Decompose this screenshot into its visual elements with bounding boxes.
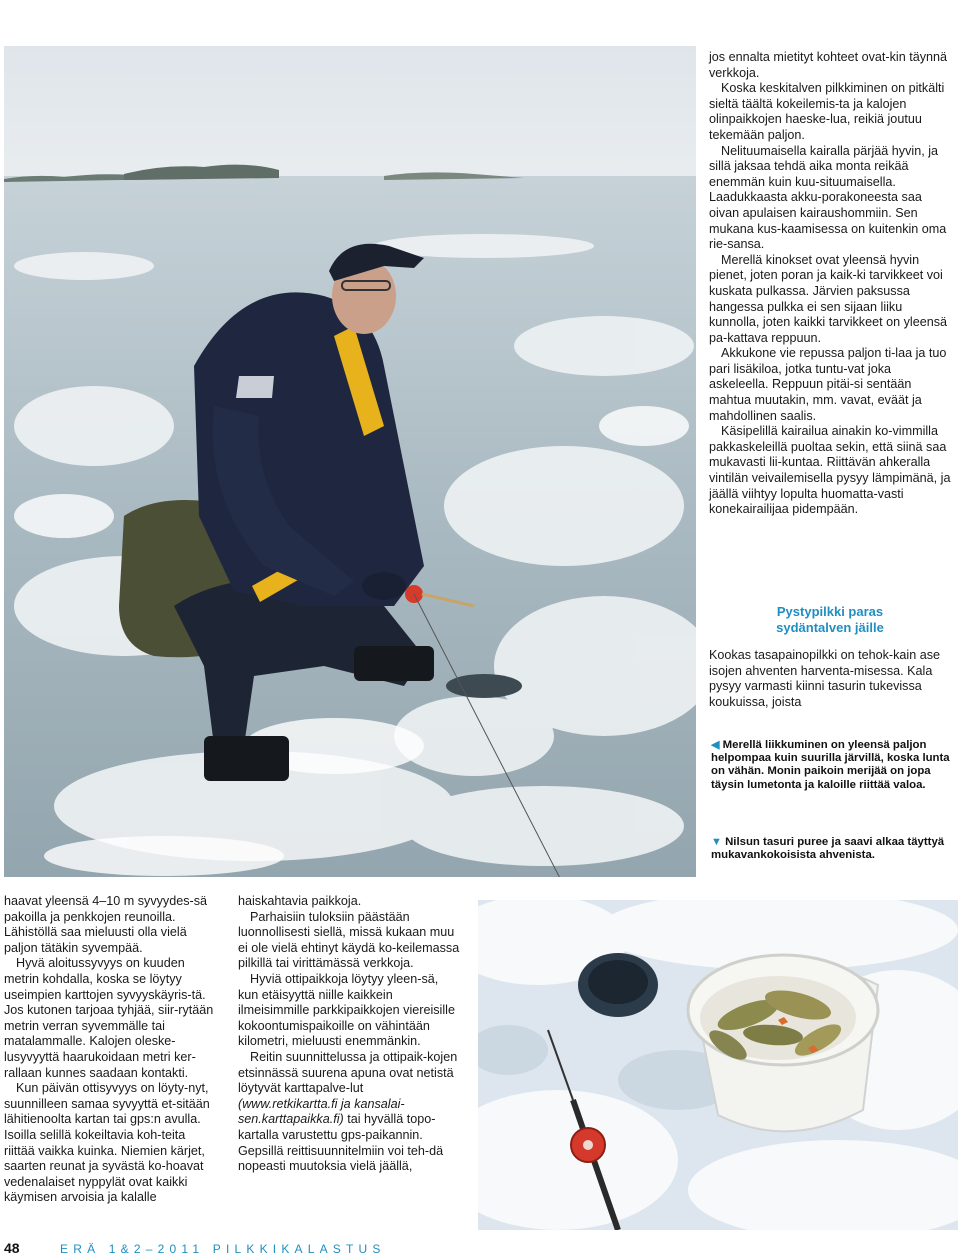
photo-bucket-of-perch [478, 900, 958, 1230]
caption-text: Merellä liikkuminen on yleensä paljon helpompaa kuin suurilla järvillä, koska lunta on vähän. Monin paikoin merijää on jopa täysin lumetonta ja kaloille riittää valoa. [711, 739, 950, 791]
subheading-line: Pystypilkki paras [776, 604, 884, 619]
paragraph-text: tai hyvällä topo-kartalla varustettu gps-paikannin. Gepsillä reittisuunnitelmiin voi teh-dä nopeasti muutoksia vielä jäällä, [238, 1112, 444, 1174]
web-link[interactable]: kansalai-sen.karttapaikka.fi) [238, 1096, 405, 1127]
paragraph: haavat yleensä 4–10 m syvyydes-sä pakoilla ja penkkojen reunoilla. Lähistöllä saa mieluusti olla vielä paljon tätäkin syvempää. [4, 894, 208, 955]
paragraph: Hyviä ottipaikkoja löytyy yleen-sä, kun etäisyyttä niille kaikkein ilmeisimmille parkkipaikkojen viereisille kokoontumispaikoille on vähintään kilometri, mieluusti enemmänkin. [238, 971, 455, 1049]
paragraph: Kookas tasapainopilkki on tehok-kain ase isojen ahventen harventa-misessa. Kala pysyy varmasti kiinni tasurin tukevissa koukuissa, joista [709, 648, 941, 709]
paragraph: Nelituumaisella kairalla pärjää hyvin, ja sillä jaksaa tehdä aika monta reikää enemmän kuin kuu-situumaisella. Laadukkaasta akku-porakoneesta saa oivan apulaisen kairaushommiin. Sen mukana kus-kaamisessa on kuitenkin oma rie-sansa. [709, 143, 947, 252]
paragraph: Hyvä aloitussyvyys on kuuden metrin kohdalla, koska se löytyy useimpien karttojen syvyyskäyris-tä. Jos kutonen tarjoaa tyhjää, siir-rytään metrin verran syvemmälle tai matalammalle. Kalojen oleske-lusyvyyttä haarukoidaan metri ker-rallaan kunnes saadaan kontakti. [4, 956, 214, 1080]
arrow-down-icon: ▼ [711, 836, 722, 848]
paragraph: Parhaisiin tuloksiin päästään luonnollisesti siellä, missä kukaan muu ei ole vielä ehtinyt käydä ko-keilemassa pilkillä tai virittämässä verkkoja. [238, 909, 460, 971]
paragraph [238, 1050, 462, 1175]
paragraph: Käsipelillä kairailua ainakin ko-vimmilla pakkaskeleillä puoltaa sekin, että siinä saa mukavasti lii-kuntaa. Riittävän ahkeralla vintilän veivailemisella pysyy lämpimänä, ja jäällä viihtyy lopulta huomatta-vasti konekairailijaa pidempään. [709, 424, 951, 517]
subheading [709, 604, 951, 636]
paragraph: jos ennalta mietityt kohteet ovat-kin täynnä verkkoja. [709, 50, 948, 80]
paragraph: Kun päivän ottisyvyys on löyty-nyt, suunnilleen samaa syvyyttä et-sitään lähitienoolta kartan tai gps:n avulla. Isoilla selillä kokeiltavia koh-teita riittää vaikka kuinka. Niemien kärjet, saarten reunat ja syvästä ko-hoavat vedenalaiset nyppylät ovat kaikki käymisen arvoisia ja kalalle [4, 1081, 210, 1205]
body-text-left-column [4, 894, 219, 1206]
web-link[interactable]: (www.retkikartta.fi [238, 1096, 338, 1111]
body-text-right-column [709, 50, 951, 518]
page-footer [4, 1238, 524, 1258]
arrow-left-icon: ◀ [711, 739, 720, 751]
body-text-right-column-continued [709, 648, 951, 710]
page-number: 48 [4, 1240, 20, 1256]
paragraph: Merellä kinokset ovat yleensä hyvin pienet, joten poran ja kaik-ki tarvikkeet voi kuskata pulkassa. Järvien paksussa hangessa pulkka ei sen sijaan liiku kunnolla, joten kaikki tarvikkeet on yleensä pa-kattava reppuun. [709, 252, 948, 345]
running-title: ERÄ 1&2–2011 PILKKIKALASTUS [60, 1242, 386, 1256]
paragraph: Akkukone vie repussa paljon ti-laa ja tuo pari lisäkiloa, jotka tuntu-vat joka askeleella. Reppuun pitäi-si sentään mahtua muutakin, mm. vavat, eväät ja mahdollinen saalis. [709, 346, 947, 423]
paragraph: haiskahtavia paikkoja. [238, 894, 362, 908]
paragraph-text: ja [337, 1096, 355, 1111]
paragraph: Koska keskitalven pilkkiminen on pitkälti sieltä täältä kokeilemis-ta ja kalojen olinpaikkojen haeske-lua, reikiä joutuu tekemään paljon. [709, 81, 945, 142]
photo-caption-top [711, 739, 951, 792]
photo-caption-bottom [711, 836, 951, 862]
subheading-line: sydäntalven jäille [776, 620, 884, 635]
body-text-middle-column [238, 894, 462, 1175]
photo-ice-fisherman [4, 46, 696, 877]
caption-text: Nilsun tasuri puree ja saavi alkaa täyttyä mukavankokoisista ahvenista. [711, 836, 945, 862]
paragraph-text: Reitin suunnittelussa ja ottipaik-kojen etsinnässä suurena apuna ovat netistä löytyvät karttapalve-lut [238, 1049, 458, 1096]
